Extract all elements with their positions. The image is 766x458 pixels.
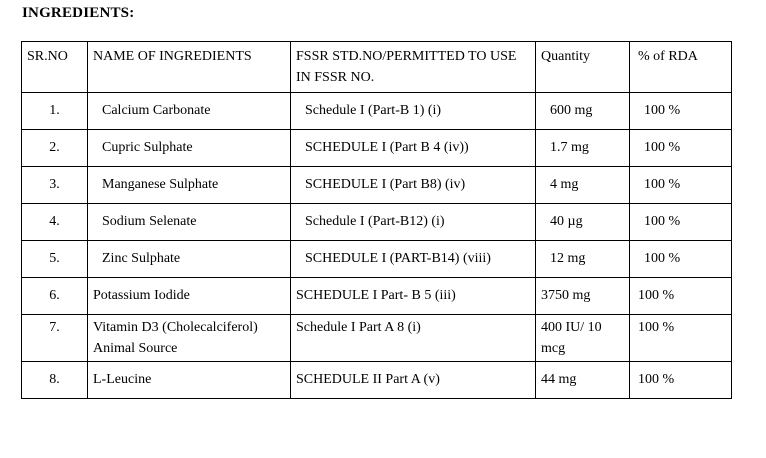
header-fssr-std: FSSR STD.NO/PERMITTED TO USE IN FSSR NO. xyxy=(291,42,536,93)
cell-sr: 8. xyxy=(22,362,88,399)
cell-quantity: 40 µg xyxy=(536,204,630,241)
cell-std: Schedule I Part A 8 (i) xyxy=(291,315,536,362)
cell-name: Cupric Sulphate xyxy=(88,130,291,167)
cell-std: SCHEDULE II Part A (v) xyxy=(291,362,536,399)
header-sr-no: SR.NO xyxy=(22,42,88,93)
header-rda: % of RDA xyxy=(630,42,732,93)
cell-sr: 5. xyxy=(22,241,88,278)
cell-std: Schedule I (Part-B12) (i) xyxy=(291,204,536,241)
cell-name: Manganese Sulphate xyxy=(88,167,291,204)
cell-sr: 7. xyxy=(22,315,88,362)
cell-name: Potassium Iodide xyxy=(88,278,291,315)
cell-std: SCHEDULE I Part- B 5 (iii) xyxy=(291,278,536,315)
cell-std: SCHEDULE I (Part B8) (iv) xyxy=(291,167,536,204)
cell-sr: 1. xyxy=(22,93,88,130)
table-row xyxy=(22,362,732,399)
cell-name: Zinc Sulphate xyxy=(88,241,291,278)
table-row xyxy=(22,241,732,278)
cell-rda: 100 % xyxy=(630,204,732,241)
header-name: NAME OF INGREDIENTS xyxy=(88,42,291,93)
table-row xyxy=(22,93,732,130)
cell-sr: 2. xyxy=(22,130,88,167)
cell-name: Vitamin D3 (Cholecalciferol) Animal Source xyxy=(88,315,291,362)
cell-rda: 100 % xyxy=(630,362,732,399)
cell-rda: 100 % xyxy=(630,130,732,167)
cell-std: SCHEDULE I (Part B 4 (iv)) xyxy=(291,130,536,167)
cell-quantity: 4 mg xyxy=(536,167,630,204)
cell-std: SCHEDULE I (PART-B14) (viii) xyxy=(291,241,536,278)
cell-rda: 100 % xyxy=(630,315,732,362)
cell-name: Calcium Carbonate xyxy=(88,93,291,130)
cell-rda: 100 % xyxy=(630,167,732,204)
cell-std: Schedule I (Part-B 1) (i) xyxy=(291,93,536,130)
table-header-row xyxy=(22,42,732,93)
cell-name: L-Leucine xyxy=(88,362,291,399)
cell-quantity: 1.7 mg xyxy=(536,130,630,167)
section-heading: INGREDIENTS: xyxy=(22,5,135,21)
cell-quantity: 400 IU/ 10 mcg xyxy=(536,315,630,362)
cell-rda: 100 % xyxy=(630,241,732,278)
table-row xyxy=(22,315,732,362)
cell-sr: 4. xyxy=(22,204,88,241)
cell-name: Sodium Selenate xyxy=(88,204,291,241)
header-quantity: Quantity xyxy=(536,42,630,93)
table-row xyxy=(22,278,732,315)
cell-sr: 3. xyxy=(22,167,88,204)
cell-quantity: 44 mg xyxy=(536,362,630,399)
table-row xyxy=(22,130,732,167)
cell-quantity: 600 mg xyxy=(536,93,630,130)
cell-quantity: 12 mg xyxy=(536,241,630,278)
cell-sr: 6. xyxy=(22,278,88,315)
cell-rda: 100 % xyxy=(630,93,732,130)
cell-quantity: 3750 mg xyxy=(536,278,630,315)
table-row xyxy=(22,204,732,241)
cell-rda: 100 % xyxy=(630,278,732,315)
ingredients-table xyxy=(21,41,732,399)
table-row xyxy=(22,167,732,204)
